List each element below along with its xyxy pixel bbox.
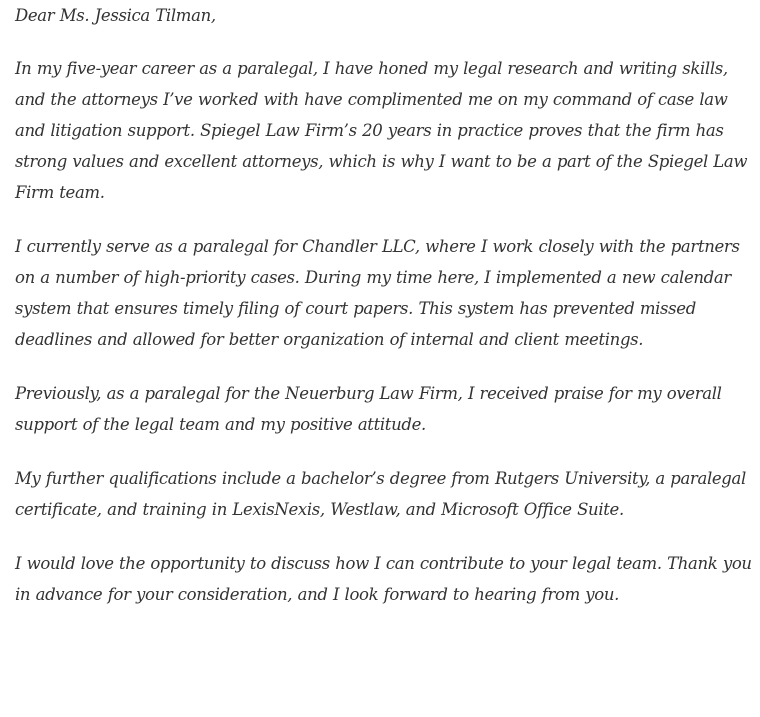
salutation: Dear Ms. Jessica Tilman, xyxy=(15,6,216,25)
paragraph-closing: I would love the opportunity to discuss how I can contribute to your legal team. Thank you in advance for your consideration, and I look forward to hearing from you. xyxy=(15,554,752,604)
cover-letter xyxy=(15,0,755,610)
paragraph-career-summary: In my five-year career as a paralegal, I have honed my legal research and writing skills, and the attorneys I’ve worked with have complimented me on my command of case law and litigation support. Spiegel Law Firm’s 20 years in practice proves that the firm has strong values and excellent attorneys, which is why I want to be a part of the Spiegel Law Firm team. xyxy=(15,59,748,202)
paragraph-qualifications: My further qualifications include a bachelor’s degree from Rutgers University, a paralegal certificate, and training in LexisNexis, Westlaw, and Microsoft Office Suite. xyxy=(15,469,746,519)
paragraph-current-role: I currently serve as a paralegal for Chandler LLC, where I work closely with the partners on a number of high-priority cases. During my time here, I implemented a new calendar system that ensures timely filing of court papers. This system has prevented missed deadlines and allowed for better organization of internal and client meetings. xyxy=(15,237,740,349)
paragraph-previous-role: Previously, as a paralegal for the Neuerburg Law Firm, I received praise for my overall support of the legal team and my positive attitude. xyxy=(15,384,722,434)
